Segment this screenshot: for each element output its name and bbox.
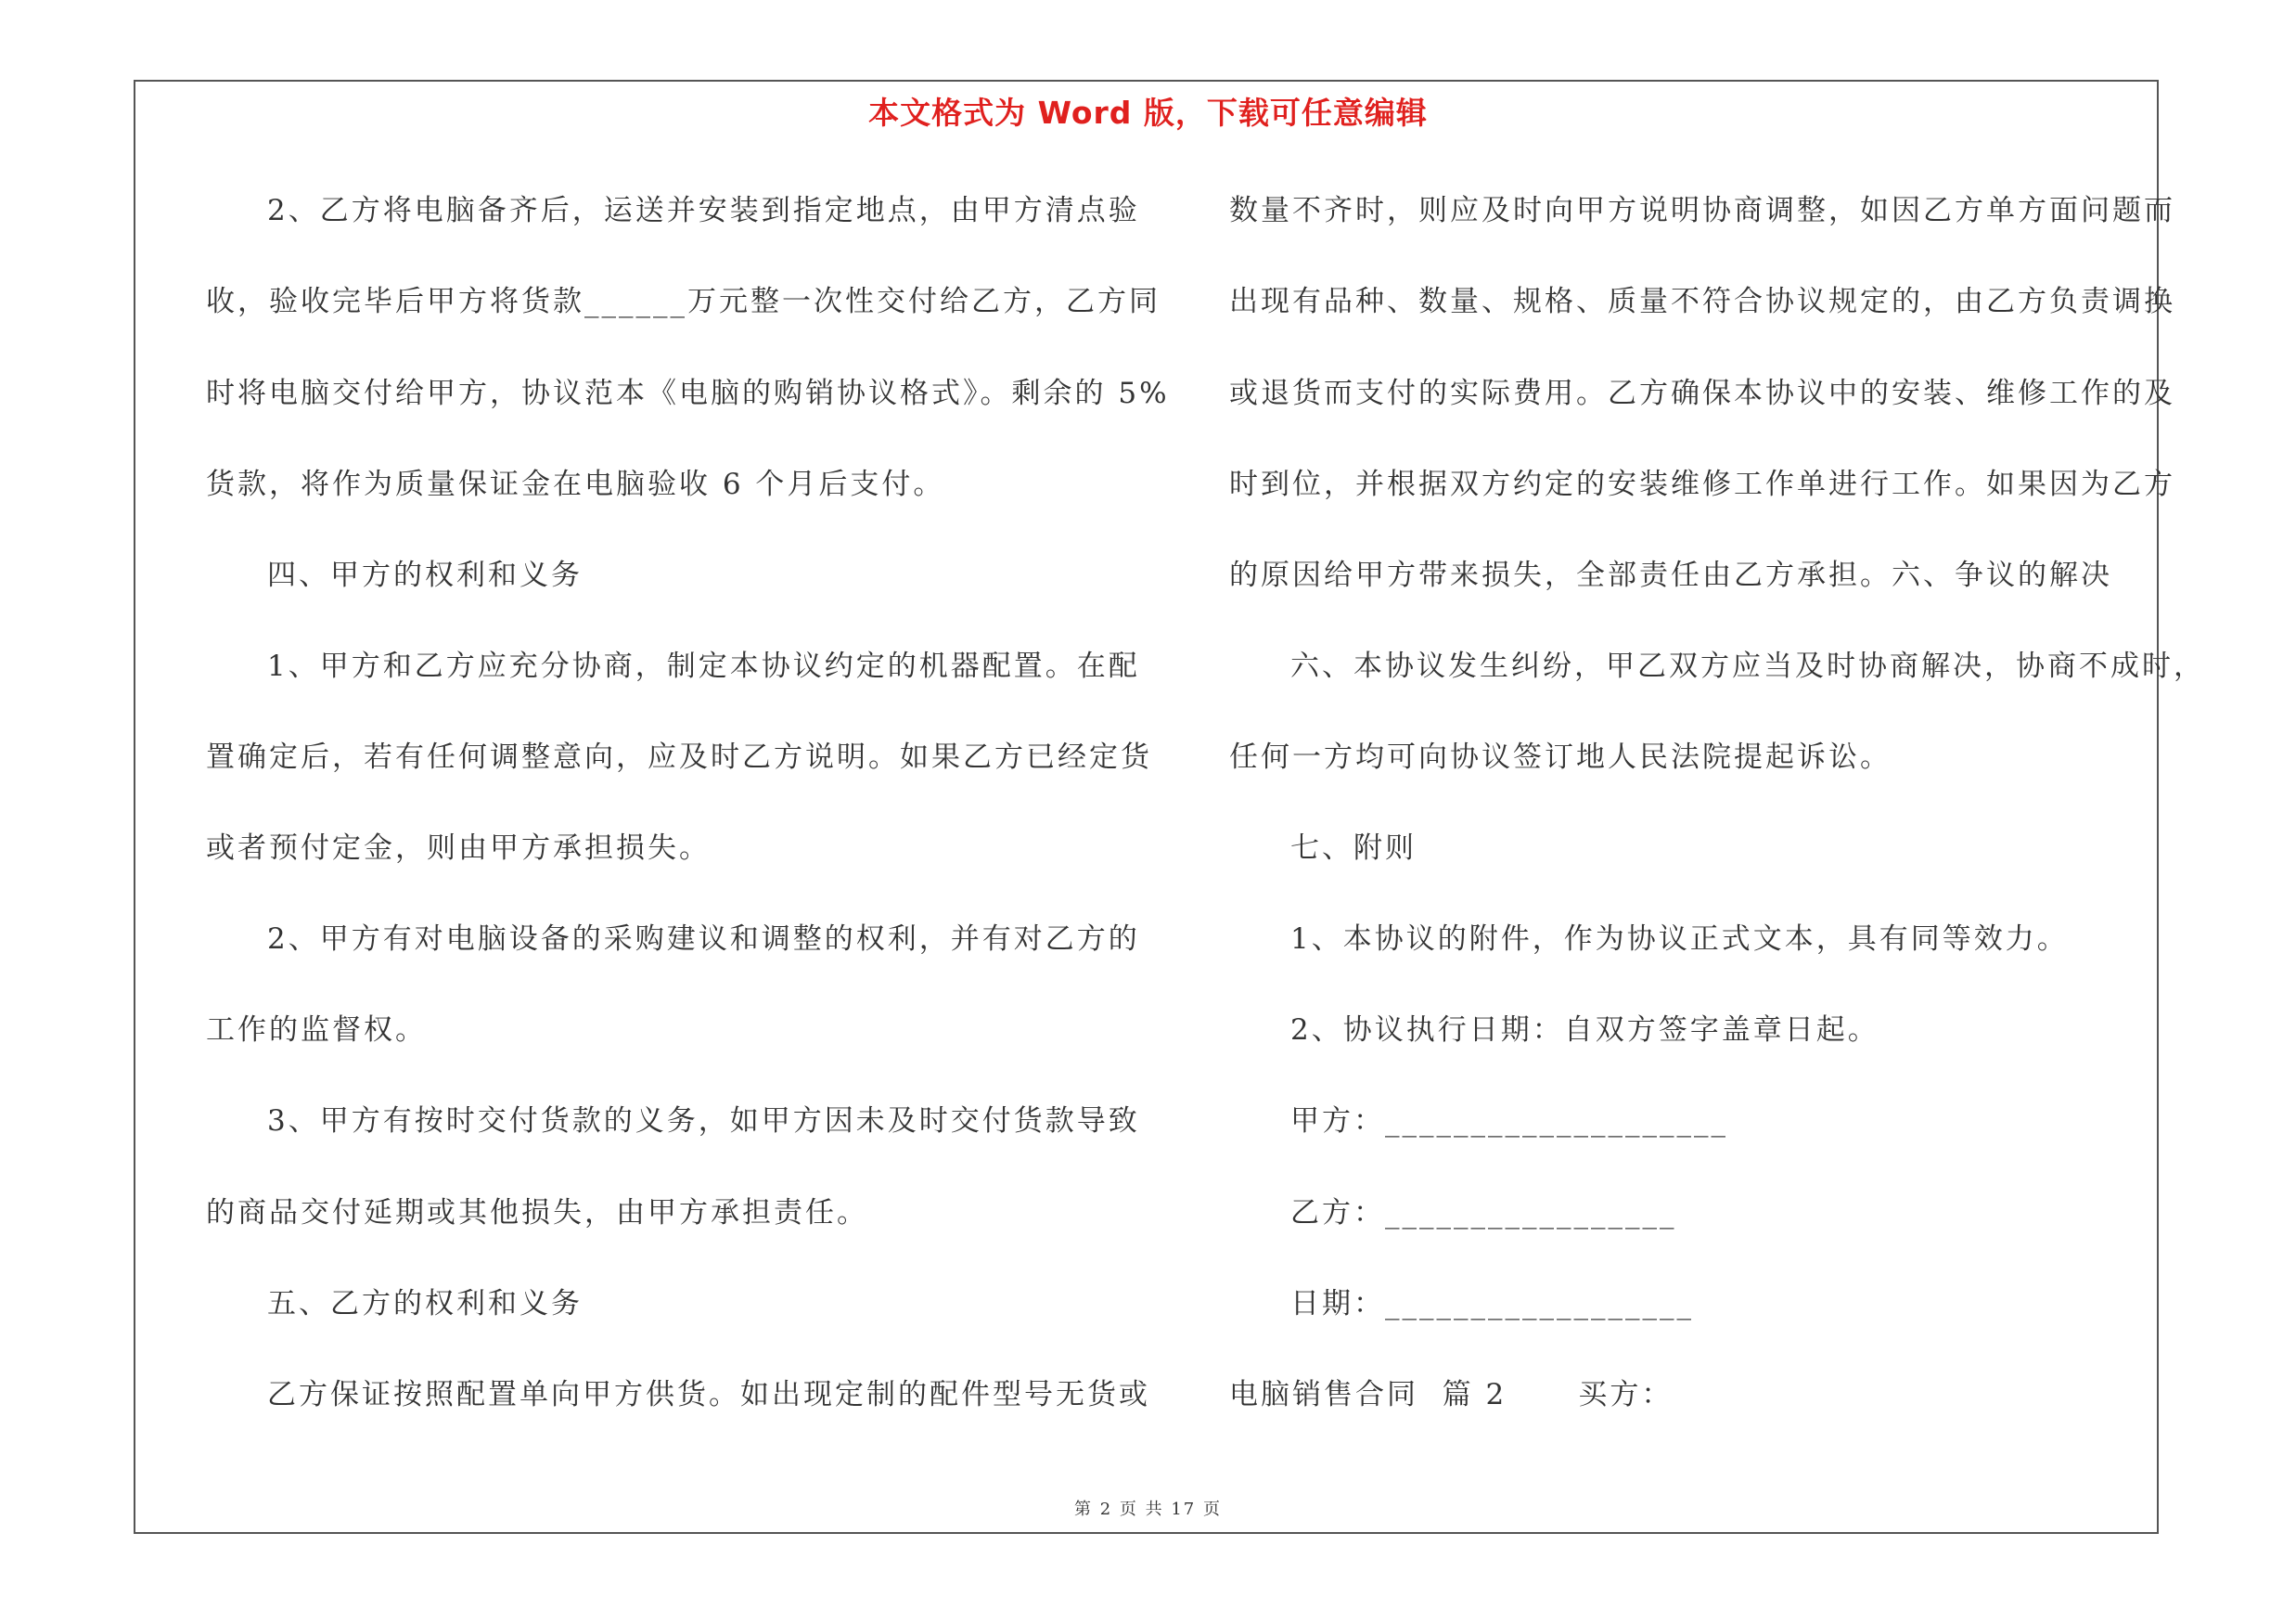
paragraph-line: 或退货而支付的实际费用。乙方确保本协议中的安装、维修工作的及	[1229, 377, 2175, 410]
paragraph-line: 2、甲方有对电脑设备的采购建议和调整的权利，并有对乙方的	[267, 922, 1140, 956]
paragraph-line: 或者预付定金，则由甲方承担损失。	[206, 831, 711, 865]
section-heading: 五、乙方的权利和义务	[267, 1287, 583, 1320]
paragraph-line: 收，验收完毕后甲方将货款______万元整一次性交付给乙方，乙方同	[206, 285, 1161, 318]
paragraph-line: 1、甲方和乙方应充分协商，制定本协议约定的机器配置。在配	[267, 650, 1140, 683]
paragraph-line: 出现有品种、数量、规格、质量不符合协议规定的，由乙方负责调换	[1229, 285, 2175, 318]
paragraph-line: 数量不齐时，则应及时向甲方说明协商调整，如因乙方单方面问题而	[1229, 194, 2175, 227]
signature-line-party-b: 乙方：_________________	[1290, 1196, 1677, 1230]
paragraph-line: 3、甲方有按时交付货款的义务，如甲方因未及时交付货款导致	[267, 1104, 1140, 1138]
paragraph-line: 的原因给甲方带来损失，全部责任由乙方承担。六、争议的解决	[1229, 559, 2112, 592]
paragraph-line: 六、本协议发生纠纷，甲乙双方应当及时协商解决，协商不成时，	[1290, 650, 2205, 683]
paragraph-line: 货款，将作为质量保证金在电脑验收 6 个月后支付。	[206, 468, 945, 501]
format-notice-banner: 本文格式为 Word 版，下载可任意编辑	[868, 95, 1428, 131]
paragraph-line: 时到位，并根据双方约定的安装维修工作单进行工作。如果因为乙方	[1229, 468, 2175, 501]
paragraph-line: 工作的监督权。	[206, 1013, 427, 1047]
page-number-footer: 第 2 页 共 17 页	[1074, 1500, 1222, 1519]
paragraph-line: 2、协议执行日期：自双方签字盖章日起。	[1290, 1013, 1879, 1047]
date-line: 日期：__________________	[1290, 1287, 1694, 1320]
paragraph-line: 1、本协议的附件，作为协议正式文本，具有同等效力。	[1290, 922, 2069, 956]
next-section-title: 电脑销售合同 篇 2 买方：	[1229, 1378, 1674, 1411]
section-heading: 四、甲方的权利和义务	[267, 559, 583, 592]
paragraph-line: 的商品交付延期或其他损失，由甲方承担责任。	[206, 1196, 868, 1230]
paragraph-line: 时将电脑交付给甲方，协议范本《电脑的购销协议格式》。剩余的 5%	[206, 377, 1170, 410]
paragraph-line: 2、乙方将电脑备齐后，运送并安装到指定地点，由甲方清点验	[267, 194, 1140, 227]
section-heading: 七、附则	[1290, 831, 1417, 865]
paragraph-line: 置确定后，若有任何调整意向，应及时乙方说明。如果乙方已经定货	[206, 741, 1152, 774]
paragraph-line: 任何一方均可向协议签订地人民法院提起诉讼。	[1229, 741, 1892, 774]
paragraph-line: 乙方保证按照配置单向甲方供货。如出现定制的配件型号无货或	[267, 1378, 1150, 1411]
signature-line-party-a: 甲方：____________________	[1290, 1104, 1728, 1138]
